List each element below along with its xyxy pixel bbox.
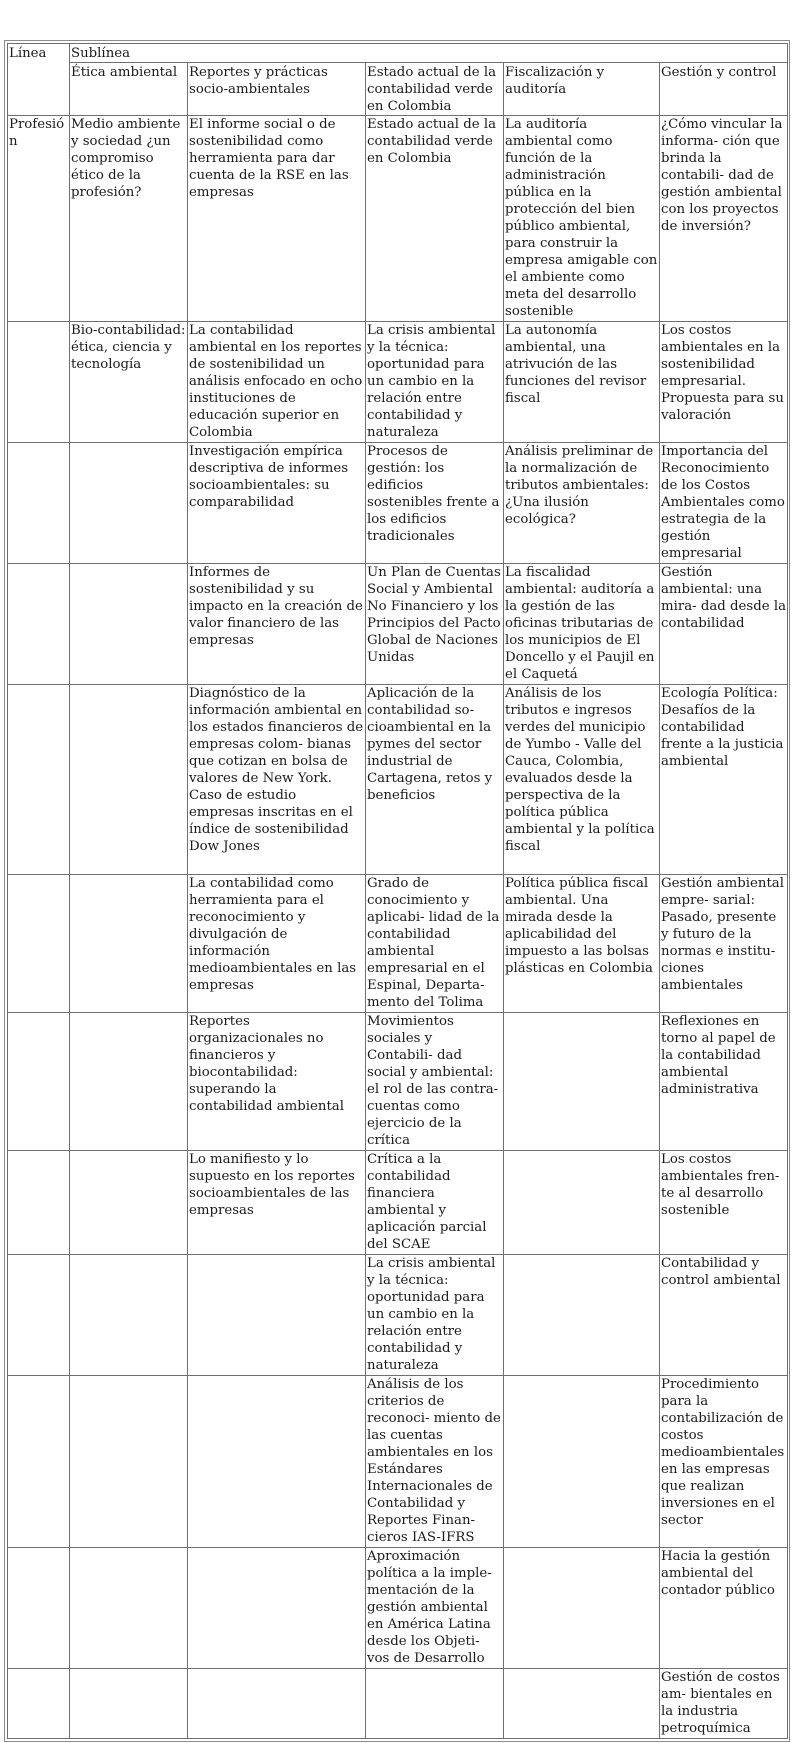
table-cell-fiscalizacion xyxy=(504,1151,660,1255)
header-linea: Línea xyxy=(8,44,70,116)
table-cell-fiscalizacion: La autonomía ambiental, una atrivución de las funciones del revisor fiscal xyxy=(504,322,660,443)
table-cell-etica xyxy=(70,875,188,1013)
table-cell-estado: La crisis ambiental y la técnica: oportunidad para un cambio en la relación entre contabilidad y naturaleza xyxy=(366,322,504,443)
table-cell-linea xyxy=(8,685,70,875)
table-cell-etica: Bio-contabilidad: ética, ciencia y tecnología xyxy=(70,322,188,443)
header-row-columns xyxy=(8,63,788,116)
table-cell-etica xyxy=(70,1548,188,1669)
table-cell-linea xyxy=(8,1013,70,1151)
table-cell-gestion: Reflexiones en torno al papel de la contabilidad ambiental administrativa xyxy=(660,1013,788,1151)
table-cell-fiscalizacion xyxy=(504,1013,660,1151)
table-cell-gestion: Ecología Política: Desafíos de la contabilidad frente a la justicia ambiental xyxy=(660,685,788,875)
header-col-estado: Estado actual de la contabilidad verde en Colombia xyxy=(366,63,504,116)
header-sublinea: Sublínea xyxy=(70,44,788,63)
table-cell-gestion: Los costos ambientales en la sostenibilidad empresarial. Propuesta para su valoración xyxy=(660,322,788,443)
table-cell-gestion: Los costos ambientales fren- te al desarrollo sostenible xyxy=(660,1151,788,1255)
table-cell-etica xyxy=(70,1013,188,1151)
header-row-top xyxy=(8,44,788,63)
table-row xyxy=(8,443,788,564)
table-cell-fiscalizacion: Análisis preliminar de la normalización de tributos ambientales: ¿Una ilusión ecológica? xyxy=(504,443,660,564)
table-cell-gestion: Importancia del Reconocimiento de los Costos Ambientales como estrategia de la gestión empresarial xyxy=(660,443,788,564)
table-cell-estado: Crítica a la contabilidad financiera ambiental y aplicación parcial del SCAE xyxy=(366,1151,504,1255)
table-row xyxy=(8,875,788,1013)
table-cell-etica xyxy=(70,1376,188,1548)
table-row xyxy=(8,1255,788,1376)
header-col-fiscalizacion: Fiscalización y auditoría xyxy=(504,63,660,116)
table-cell-fiscalizacion xyxy=(504,1669,660,1739)
table-cell-estado: Un Plan de Cuentas Social y Ambiental No Financiero y los Principios del Pacto Global de Naciones Unidas xyxy=(366,564,504,685)
table-row xyxy=(8,685,788,875)
table-cell-linea xyxy=(8,322,70,443)
table-row xyxy=(8,1548,788,1669)
table-cell-linea xyxy=(8,1376,70,1548)
table-cell-gestion: Contabilidad y control ambiental xyxy=(660,1255,788,1376)
table-cell-fiscalizacion xyxy=(504,1255,660,1376)
table-cell-fiscalizacion: Análisis de los tributos e ingresos verdes del municipio de Yumbo - Valle del Cauca, Colombia, evaluados desde la perspectiva de la política pública ambiental y la política fiscal xyxy=(504,685,660,875)
table-cell-reportes: La contabilidad ambiental en los reportes de sostenibilidad un análisis enfocado en ocho instituciones de educación superior en Colombia xyxy=(188,322,366,443)
table-cell-reportes xyxy=(188,1376,366,1548)
table-cell-estado: Aplicación de la contabilidad so- cioambiental en la pymes del sector industrial de Cartagena, retos y beneficios xyxy=(366,685,504,875)
table-cell-etica xyxy=(70,1669,188,1739)
table-cell-reportes: La contabilidad como herramienta para el reconocimiento y divulgación de información medioambientales en las empresas xyxy=(188,875,366,1013)
table-cell-linea xyxy=(8,564,70,685)
table-row xyxy=(8,564,788,685)
table-cell-reportes xyxy=(188,1255,366,1376)
table-cell-reportes xyxy=(188,1548,366,1669)
table-cell-estado: Análisis de los criterios de reconoci- miento de las cuentas ambientales en los Estándares Internacionales de Contabilidad y Reportes Finan- cieros IAS-IFRS xyxy=(366,1376,504,1548)
table-cell-linea xyxy=(8,875,70,1013)
table-cell-estado: Grado de conocimiento y aplicabi- lidad de la contabilidad ambiental empresarial en el Espinal, Departa- mento del Tolima xyxy=(366,875,504,1013)
table-cell-fiscalizacion: Política pública fiscal ambiental. Una mirada desde la aplicabilidad del impuesto a las bolsas plásticas en Colombia xyxy=(504,875,660,1013)
table-cell-etica xyxy=(70,685,188,875)
table-cell-gestion: ¿Cómo vincular la informa- ción que brinda la contabili- dad de gestión ambiental con los proyectos de inversión? xyxy=(660,116,788,322)
table-row xyxy=(8,116,788,322)
table-cell-etica: Medio ambiente y sociedad ¿un compromiso ético de la profesión? xyxy=(70,116,188,322)
header-col-etica: Ética ambiental xyxy=(70,63,188,116)
table-cell-etica xyxy=(70,443,188,564)
table-row xyxy=(8,1151,788,1255)
table-cell-estado: La crisis ambiental y la técnica: oportunidad para un cambio en la relación entre contabilidad y naturaleza xyxy=(366,1255,504,1376)
research-lines-table xyxy=(7,43,788,1739)
table-row xyxy=(8,1669,788,1739)
table-cell-gestion: Gestión de costos am- bientales en la industria petroquímica xyxy=(660,1669,788,1739)
table-cell-linea xyxy=(8,1669,70,1739)
table-cell-estado xyxy=(366,1669,504,1739)
table-cell-reportes: Lo manifiesto y lo supuesto en los reportes socioambientales de las empresas xyxy=(188,1151,366,1255)
table-cell-linea xyxy=(8,1255,70,1376)
table-row xyxy=(8,1013,788,1151)
table-cell-estado: Aproximación política a la imple- mentación de la gestión ambiental en América Latina desde los Objeti- vos de Desarrollo xyxy=(366,1548,504,1669)
table-cell-gestion: Gestión ambiental empre- sarial: Pasado, presente y futuro de la normas e institu- ciones ambientales xyxy=(660,875,788,1013)
table-cell-gestion: Procedimiento para la contabilización de costos medioambientales en las empresas que realizan inversiones en el sector xyxy=(660,1376,788,1548)
table-cell-reportes: El informe social o de sostenibilidad como herramienta para dar cuenta de la RSE en las empresas xyxy=(188,116,366,322)
table-cell-linea: Profesión xyxy=(8,116,70,322)
table-row xyxy=(8,322,788,443)
table-cell-estado: Movimientos sociales y Contabili- dad social y ambiental: el rol de las contra-cuentas como ejercicio de la crítica xyxy=(366,1013,504,1151)
table-cell-reportes: Reportes organizacionales no financieros y biocontabilidad: superando la contabilidad ambiental xyxy=(188,1013,366,1151)
table-cell-fiscalizacion xyxy=(504,1548,660,1669)
table-cell-reportes xyxy=(188,1669,366,1739)
table-cell-etica xyxy=(70,564,188,685)
table-cell-gestion: Hacia la gestión ambiental del contador público xyxy=(660,1548,788,1669)
table-cell-fiscalizacion xyxy=(504,1376,660,1548)
table-cell-etica xyxy=(70,1151,188,1255)
document-page xyxy=(4,40,790,1742)
table-cell-reportes: Informes de sostenibilidad y su impacto en la creación de valor financiero de las empresas xyxy=(188,564,366,685)
table-cell-estado: Procesos de gestión: los edificios sostenibles frente a los edificios tradicionales xyxy=(366,443,504,564)
table-cell-gestion: Gestión ambiental: una mira- dad desde la contabilidad xyxy=(660,564,788,685)
table-cell-reportes: Investigación empírica descriptiva de informes socioambientales: su comparabilidad xyxy=(188,443,366,564)
table-cell-fiscalizacion: La fiscalidad ambiental: auditoría a la gestión de las oficinas tributarias de los municipios de El Doncello y el Paujil en el Caquetá xyxy=(504,564,660,685)
table-cell-linea xyxy=(8,1548,70,1669)
header-col-reportes: Reportes y prácticas socio-ambientales xyxy=(188,63,366,116)
table-cell-etica xyxy=(70,1255,188,1376)
table-cell-linea xyxy=(8,443,70,564)
table-cell-linea xyxy=(8,1151,70,1255)
table-row xyxy=(8,1376,788,1548)
table-cell-fiscalizacion: La auditoría ambiental como función de la administración pública en la protección del bien público ambiental, para construir la empresa amigable con el ambiente como meta del desarrollo sostenible xyxy=(504,116,660,322)
header-col-gestion: Gestión y control xyxy=(660,63,788,116)
table-cell-reportes: Diagnóstico de la información ambiental en los estados financieros de empresas colom- bianas que cotizan en bolsa de valores de New York. Caso de estudio empresas inscritas en el índice de sostenibilidad Dow Jones xyxy=(188,685,366,875)
table-cell-estado: Estado actual de la contabilidad verde en Colombia xyxy=(366,116,504,322)
